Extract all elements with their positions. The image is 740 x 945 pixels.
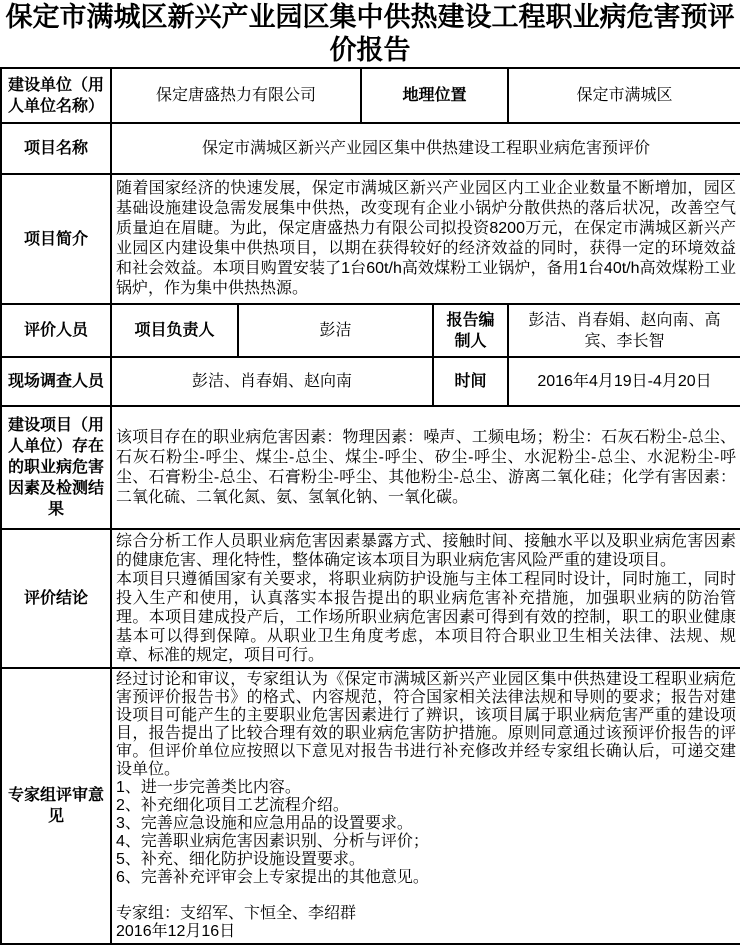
project-leader-value: 彭洁 [238, 304, 433, 357]
survey-time-value: 2016年4月19日-4月20日 [508, 357, 740, 406]
site-survey-label: 现场调查人员 [1, 357, 111, 406]
expert-review-item: 6、完善补充评审会上专家提出的其他意见。 [116, 869, 429, 886]
expert-review-item: 1、进一步完善类比内容。 [116, 779, 301, 796]
conclusion-label: 评价结论 [1, 529, 111, 668]
expert-opinion-value [111, 668, 740, 944]
table-row [1, 68, 740, 123]
hazards-paragraph: 该项目存在的职业病危害因素：物理因素：噪声、工频电场；粉尘：石灰石粉尘-总尘、石灰石粉尘-呼尘、煤尘-总尘、煤尘-呼尘、矽尘-呼尘、水泥粉尘-总尘、水泥粉尘-呼尘、石膏粉尘-总尘、石膏粉尘-呼尘、其他粉尘-总尘、游离二氧化硅；化学有害因素：二氧化硫、二氧化氮、氨、氢氧化钠、一氧化碳。 [116, 428, 737, 506]
project-name-label: 项目名称 [1, 123, 111, 174]
review-date: 2016年12月16日 [116, 923, 236, 940]
table-row [1, 529, 740, 668]
expert-review-item: 4、完善职业病危害因素识别、分析与评价； [116, 833, 429, 850]
survey-time-label: 时间 [433, 357, 508, 406]
expert-review-item: 5、补充、细化防护设施设置要求。 [116, 851, 365, 868]
report-compilers-label: 报告编制人 [433, 304, 508, 357]
table-row [1, 406, 740, 529]
location-label: 地理位置 [361, 68, 508, 123]
hazards-label: 建设项目（用人单位）存在的职业病危害因素及检测结果 [1, 406, 111, 529]
project-intro-paragraph: 随着国家经济的快速发展，保定市满城区新兴产业园区内工业企业数量不断增加，园区基础设施建设急需发展集中供热，改变现有企业小锅炉分散供热的落后状况，改善空气质量迫在眉睫。为此，保定唐盛热力有限公司拟投资8200万元，在保定市满城区新兴产业园区内建设集中供热项目，以期在获得较好的经济效益的同时，获得一定的环境效益和社会效益。本项目购置安装了1台60t/h高效煤粉工业锅炉，备用1台40t/h高效煤粉工业锅炉，作为集中供热热源。 [116, 180, 737, 297]
table-row [1, 668, 740, 944]
conclusion-paragraph: 本项目只遵循国家有关要求，将职业病防护设施与主体工程同时设计，同时施工，同时投入生产和使用，认真落实本报告提出的职业病危害补充措施，加强职业病的防治管理。本项目建成投产后，工作场所职业病危害因素可得到有效的控制，职工的职业健康基本可以得到保障。从职业卫生角度考虑，本项目符合职业卫生相关法律、法规、规章、标准的规定，项目可行。 [116, 571, 737, 664]
expert-group-signature: 专家组：支绍军、卞恒全、李绍群 [116, 905, 357, 922]
project-intro-label: 项目简介 [1, 174, 111, 304]
project-intro-value [111, 174, 740, 304]
report-table [0, 67, 740, 945]
blank-line [116, 887, 736, 905]
report-compilers-value: 彭洁、肖春娟、赵向南、高宾、李长智 [508, 304, 740, 357]
hazards-value [111, 406, 740, 529]
page-title: 保定市满城区新兴产业园区集中供热建设工程职业病危害预评价报告 [5, 2, 735, 65]
construction-unit-value: 保定唐盛热力有限公司 [111, 68, 361, 123]
table-row [1, 304, 740, 357]
expert-opinion-label: 专家组评审意见 [1, 668, 111, 944]
expert-review-item: 2、补充细化项目工艺流程介绍。 [116, 797, 349, 814]
evaluators-label: 评价人员 [1, 304, 111, 357]
construction-unit-label: 建设单位（用人单位名称） [1, 68, 111, 123]
site-survey-value: 彭洁、肖春娟、赵向南 [111, 357, 433, 406]
project-name-value: 保定市满城区新兴产业园区集中供热建设工程职业病危害预评价 [111, 123, 740, 174]
table-row [1, 357, 740, 406]
expert-review-item: 3、完善应急设施和应急用品的设置要求。 [116, 815, 413, 832]
table-row [1, 174, 740, 304]
conclusion-paragraph: 综合分析工作人员职业病危害因素暴露方式、接触时间、接触水平以及职业病危害因素的健康危害、理化特性，整体确定该本项目为职业病危害风险严重的建设项目。 [116, 533, 737, 569]
location-value: 保定市满城区 [508, 68, 740, 123]
conclusion-value [111, 529, 740, 668]
table-row [1, 123, 740, 174]
expert-opinion-paragraph: 经过讨论和审议，专家组认为《保定市满城区新兴产业园区集中供热建设工程职业病危害预评价报告书》的格式、内容规范，符合国家相关法律法规和导则的要求；报告对建设项目可能产生的主要职业危害因素进行了辨识，该项目属于职业病危害严重的建设项目，报告提出了比较合理有效的职业病危害防护措施。原则同意通过该预评价报告的评审。但评价单位应按照以下意见对报告书进行补充修改并经专家组长确认后，可递交建设单位。 [116, 671, 737, 778]
project-leader-label: 项目负责人 [111, 304, 238, 357]
